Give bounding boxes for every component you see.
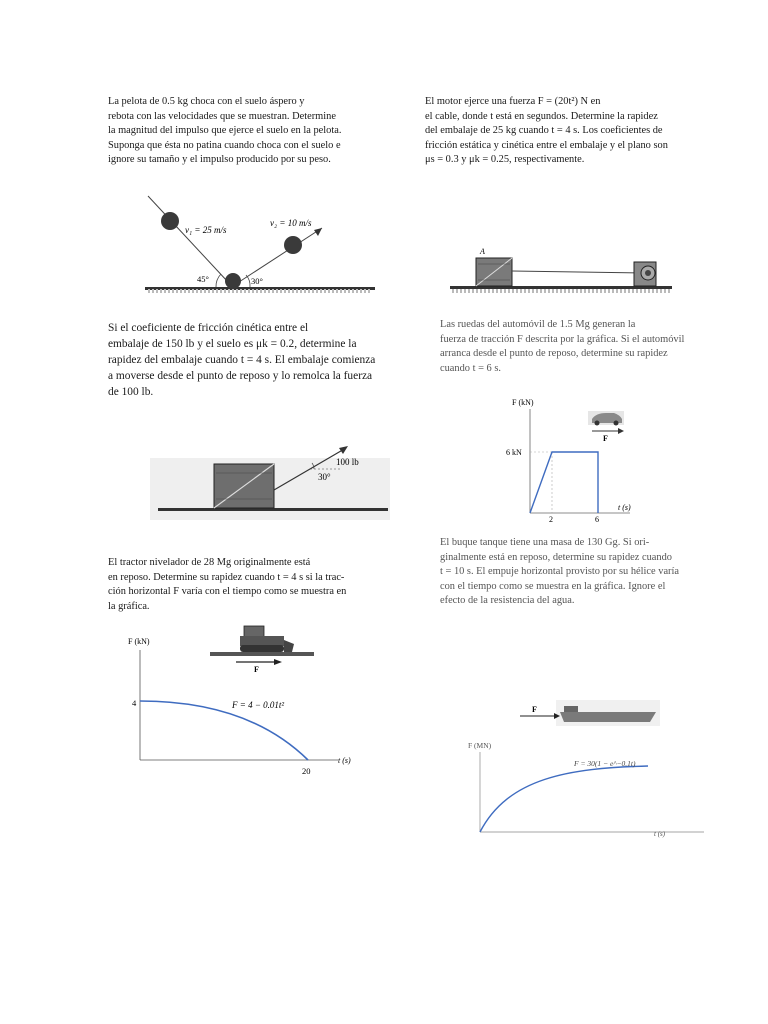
force-label: F	[603, 434, 608, 443]
car-traction-graph	[500, 395, 650, 525]
force-label: F	[532, 705, 537, 714]
angle-45-label: 45°	[197, 274, 209, 284]
x-axis-label: t (s)	[338, 756, 351, 765]
y-tick-4: 4	[132, 698, 137, 708]
tractor-force-graph	[128, 628, 368, 780]
tanker-figure	[520, 690, 660, 726]
x-tick-20: 20	[302, 766, 311, 776]
x-tick-6: 6	[595, 515, 599, 524]
equation-label: F = 4 − 0.01t²	[232, 700, 285, 710]
force-label: F	[254, 665, 259, 674]
y-axis-label: F (kN)	[128, 637, 150, 646]
y-axis-label: F (kN)	[512, 398, 534, 407]
label-a: A	[480, 247, 485, 256]
v1-label: v₁ = 25 m/s	[185, 225, 227, 235]
ball-bounce-figure	[140, 190, 380, 305]
y-axis-label: F (MN)	[468, 741, 492, 750]
angle-30-label: 30°	[318, 472, 331, 482]
x-axis-label: t (s)	[654, 830, 666, 838]
angle-30-label: 30°	[251, 276, 263, 286]
force-100lb-label: 100 lb	[336, 457, 359, 467]
problem-tanker-text: El buque tanque tiene una masa de 130 Gg. Si ori- ginalmente está en reposo, determine su rapidez cuando t = 10 s. El empuje horizontal provisto por su hélice varía con el tiempo como se muestra en la gráfica. Ignore el efecto de la resistencia del agua.	[440, 537, 680, 607]
v2-label: v₂ = 10 m/s	[270, 218, 312, 228]
x-axis-label: t (s)	[618, 503, 631, 512]
traction-curve	[530, 452, 598, 513]
tanker-thrust-graph	[468, 738, 716, 842]
y-tick-6kn: 6 kN	[506, 448, 522, 457]
tanker-thrust-curve	[480, 766, 648, 832]
equation-label: F = 30(1 − e^−0.1t)	[574, 759, 636, 768]
problem-crate-tow-text: Si el coeficiente de fricción cinética entre el embalaje de 150 lb y el suelo es μk = 0.2, determine la rapidez del embalaje cuando t = 4 s. El embalaje comienza a moverse desde el punto de reposo y lo remolca la fuerza de 100 lb.	[108, 322, 376, 398]
x-tick-2: 2	[549, 515, 553, 524]
motor-crate-figure	[450, 240, 690, 300]
problem-car-traction-text: Las ruedas del automóvil de 1.5 Mg generan la fuerza de tracción F descrita por la gráfica. Si el automóvil arranca desde el punto de reposo, determine su rapidez cuando t = 6 s.	[440, 319, 685, 374]
problem-text: La pelota de 0.5 kg choca con el suelo áspero y rebota con las velocidades que se muestran. Determine la magnitud del impulso que ejerce el suelo en la pelota. Suponga que ésta no patina cuando choca con el suelo e ignore su tamaño y el impulso producido por su peso.	[108, 96, 342, 166]
crate-tow-figure	[150, 440, 390, 520]
problem-motor-cable-text: El motor ejerce una fuerza F = (20t²) N en el cable, donde t está en segundos. Determine la rapidez del embalaje de 25 kg cuando t = 4 s. Los coeficientes de fricción estática y cinética entre el embalaje y el plano son μs = 0.3 y μk = 0.25, respectivamente.	[425, 96, 668, 166]
problem-tractor-text: El tractor nivelador de 28 Mg originalmente está en reposo. Determine su rapidez cuando t = 4 s si la trac- ción horizontal F varía con el tiempo como se muestra en la gráfica.	[108, 557, 347, 612]
